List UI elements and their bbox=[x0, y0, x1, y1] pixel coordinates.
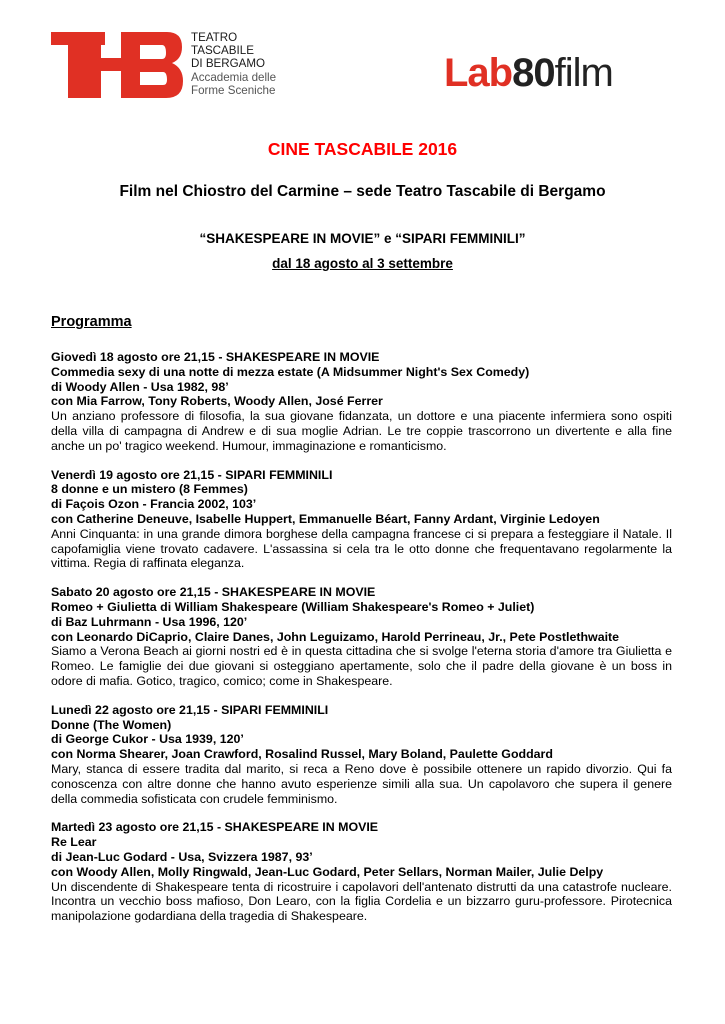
event-when: Giovedì 18 agosto ore 21,15 - SHAKESPEARE IN MOVIE bbox=[51, 350, 380, 364]
event-cast: con Norma Shearer, Joan Crawford, Rosalind Russel, Mary Boland, Paulette Goddard bbox=[51, 747, 553, 762]
tb-sub-line: Accademia delle bbox=[191, 70, 277, 84]
event-description: Un anziano professore di filosofia, la sua giovane fidanzata, un dottore e una piacente infermiera sono ospiti della villa di campagna di Andrew e di sua moglie Adrian. Le tre coppie trascorrono un divertente e alla fine anche un po' tragico weekend. Humour, immaginazione e romanticismo. bbox=[51, 409, 672, 453]
event-film: Re Lear bbox=[51, 835, 97, 850]
lab80-num-text: 80 bbox=[512, 51, 555, 95]
event-item bbox=[51, 703, 672, 807]
teatro-tascabile-logo-icon bbox=[51, 32, 183, 98]
date-range: dal 18 agosto al 3 settembre bbox=[272, 256, 453, 271]
event-cast: con Leonardo DiCaprio, Claire Danes, John Leguizamo, Harold Perrineau, Jr., Pete Postlethwaite bbox=[51, 629, 620, 644]
event-film: Romeo + Giulietta di William Shakespeare (William Shakespeare's Romeo + Juliet) bbox=[51, 599, 535, 614]
event-item bbox=[51, 350, 672, 454]
lab80-lab-text: Lab bbox=[444, 51, 513, 95]
page-subtitle: Film nel Chiostro del Carmine – sede Teatro Tascabile di Bergamo bbox=[119, 183, 606, 200]
event-director: di Baz Luhrmann - Usa 1996, 120’ bbox=[51, 614, 248, 629]
event-when: Venerdì 19 agosto ore 21,15 - SIPARI FEMMINILI bbox=[51, 467, 333, 482]
programma-heading: Programma bbox=[51, 314, 132, 330]
event-item bbox=[51, 820, 672, 924]
event-director: di Woody Allen - Usa 1982, 98’ bbox=[51, 379, 229, 394]
event-description: Anni Cinquanta: in una grande dimora borghese della campagna francese ci si prepara a festeggiare il Natale. Il capofamiglia viene trovato cadavere. L'assassina si cela tra le otto donne che frequentavano regolarmente la vittima. Regia di raffinata eleganza. bbox=[51, 526, 672, 571]
event-item bbox=[51, 585, 672, 689]
event-description: Un discendente di Shakespeare tenta di ricostruire i capolavori dell'antenato distrutti da una catastrofe nucleare. Incontra un vecchio boss mafioso, Don Learo, con la figlia Cordelia e un bizzarro guru-professore. Pirotecnica manipolazione godardiana della tragedia di Shakespeare. bbox=[51, 879, 672, 924]
page-title: CINE TASCABILE 2016 bbox=[267, 139, 458, 159]
event-director: di Façois Ozon - Francia 2002, 103’ bbox=[51, 497, 257, 512]
event-film: Commedia sexy di una notte di mezza estate (A Midsummer Night's Sex Comedy) bbox=[51, 364, 530, 379]
tb-name-line: DI BERGAMO bbox=[191, 57, 266, 71]
event-cast: con Woody Allen, Molly Ringwald, Jean-Luc Godard, Peter Sellars, Norman Mailer, Julie Delpy bbox=[51, 864, 604, 879]
event-description: Mary, stanca di essere tradita dal marito, si reca a Reno dove è possibile ottenere un rapido divorzio. Qui fa conoscenza con altre donne che hanno avuto esperienze simili alla sua. Un capolavoro che supera il genere della commedia sofisticata con crudele femminismo. bbox=[51, 761, 672, 806]
event-when: Martedì 23 agosto ore 21,15 - SHAKESPEARE IN MOVIE bbox=[51, 820, 379, 835]
event-film: 8 donne e un mistero (8 Femmes) bbox=[51, 482, 248, 497]
tb-name-line: TEATRO bbox=[191, 31, 238, 44]
event-description: Siamo a Verona Beach ai giorni nostri ed è in questa cittadina che si svolge l'eterna storia d'amore tra Giulietta e Romeo. Le famiglie dei due giovani si osteggiano apertamente, solo che il padre della giovane è un boss in odore di mafia. Gotico, tragico, comico; come in Shakespeare. bbox=[51, 644, 672, 688]
lab80-film-logo bbox=[444, 51, 613, 95]
event-list bbox=[51, 350, 672, 938]
event-when: Sabato 20 agosto ore 21,15 - SHAKESPEARE IN MOVIE bbox=[51, 585, 376, 600]
event-director: di George Cukor - Usa 1939, 120’ bbox=[51, 732, 244, 747]
event-when: Lunedì 22 agosto ore 21,15 - SIPARI FEMMINILI bbox=[51, 702, 329, 717]
series-title: “SHAKESPEARE IN MOVIE” e “SIPARI FEMMINILI” bbox=[199, 231, 526, 246]
lab80-film-text: film bbox=[554, 51, 613, 95]
event-item bbox=[51, 468, 672, 572]
teatro-tascabile-name bbox=[191, 31, 276, 97]
event-cast: con Mia Farrow, Tony Roberts, Woody Allen, José Ferrer bbox=[51, 394, 383, 409]
event-cast: con Catherine Deneuve, Isabelle Huppert, Emmanuelle Béart, Fanny Ardant, Virginie Ledoyen bbox=[51, 511, 600, 526]
event-film: Donne (The Women) bbox=[51, 717, 172, 732]
event-director: di Jean-Luc Godard - Usa, Svizzera 1987, 93’ bbox=[51, 849, 313, 864]
tb-name-line: TASCABILE bbox=[191, 44, 254, 58]
tb-sub-line: Forme Sceniche bbox=[191, 83, 276, 97]
